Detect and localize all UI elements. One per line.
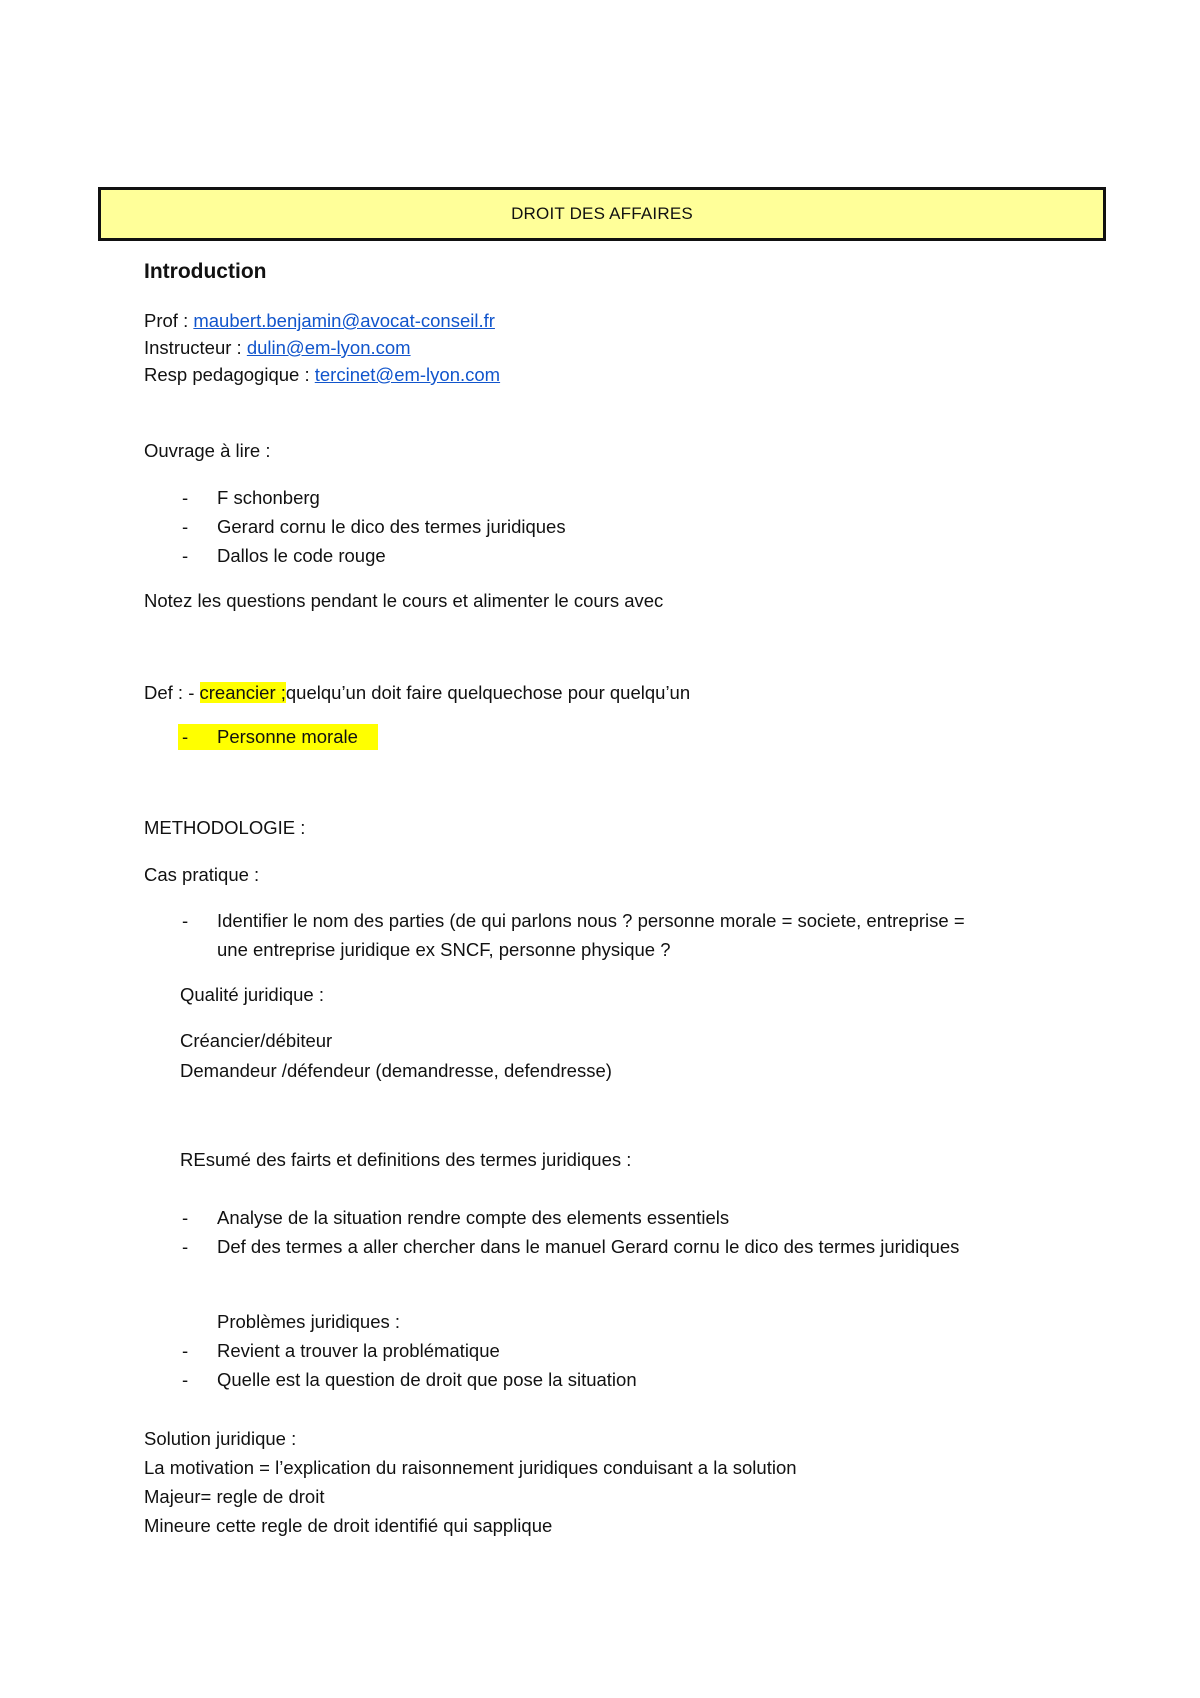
problemes-heading: Problèmes juridiques : <box>217 1311 401 1332</box>
bullet-dash: - <box>182 1236 189 1257</box>
solution-line: Majeur= regle de droit <box>144 1486 325 1507</box>
def-rest: quelqu’un doit faire quelquechose pour quelqu’un <box>285 682 691 703</box>
bullet-dash: - <box>182 726 189 747</box>
problemes-item: Revient a trouver la problématique <box>217 1340 500 1361</box>
ouvrage-item: Dallos le code rouge <box>217 545 386 566</box>
def-line <box>144 680 690 706</box>
creancier-debiteur: Créancier/débiteur <box>180 1030 333 1051</box>
bullet-dash: - <box>182 545 189 566</box>
ouvrage-item: F schonberg <box>217 487 320 508</box>
bullet-dash: - <box>182 1207 189 1228</box>
solution-line: Mineure cette regle de droit identifié qui sapplique <box>144 1515 553 1536</box>
email-link[interactable]: maubert.benjamin@avocat-conseil.fr <box>193 310 495 331</box>
email-link[interactable]: dulin@em-lyon.com <box>246 337 411 358</box>
ouvrage-item: Gerard cornu le dico des termes juridiques <box>217 516 566 537</box>
resume-item: Def des termes a aller chercher dans le manuel Gerard cornu le dico des termes juridiques <box>217 1236 960 1257</box>
resume-item: Analyse de la situation rendre compte des elements essentiels <box>217 1207 730 1228</box>
bullet-dash: - <box>182 487 189 508</box>
resume-heading: REsumé des fairts et definitions des termes juridiques : <box>180 1149 632 1170</box>
solution-heading: Solution juridique : <box>144 1428 297 1449</box>
contact-label: Instructeur : <box>144 337 247 358</box>
problemes-item: Quelle est la question de droit que pose la situation <box>217 1369 637 1390</box>
def-prefix: Def : - <box>144 682 200 703</box>
section-heading: Introduction <box>144 260 267 283</box>
bullet-dash: - <box>182 516 189 537</box>
note-text: Notez les questions pendant le cours et alimenter le cours avec <box>144 590 664 611</box>
contact-prof <box>144 308 495 334</box>
contact-label: Prof : <box>144 310 194 331</box>
highlighted-item <box>178 724 378 750</box>
demandeur-line: Demandeur /défendeur (demandresse, defendresse) <box>180 1060 612 1081</box>
bullet-dash: - <box>182 1369 189 1390</box>
identifier-line: une entreprise juridique ex SNCF, personne physique ? <box>217 939 671 960</box>
email-link[interactable]: tercinet@em-lyon.com <box>314 364 501 385</box>
bullet-dash: - <box>182 1340 189 1361</box>
bullet-dash: - <box>182 910 189 931</box>
qualite-heading: Qualité juridique : <box>180 984 324 1005</box>
identifier-line: Identifier le nom des parties (de qui parlons nous ? personne morale = societe, entreprise = <box>217 910 965 931</box>
highlighted-term: creancier ; <box>199 682 286 703</box>
document-title-box <box>98 187 1106 241</box>
methodologie-heading: METHODOLOGIE : <box>144 817 306 838</box>
solution-line: La motivation = l’explication du raisonnement juridiques conduisant a la solution <box>144 1457 797 1478</box>
ouvrage-label: Ouvrage à lire : <box>144 440 271 461</box>
contact-resp <box>144 362 500 388</box>
document-title: DROIT DES AFFAIRES <box>511 204 693 223</box>
def-item: Personne morale <box>217 726 358 747</box>
cas-pratique-heading: Cas pratique : <box>144 864 260 885</box>
contact-instructeur <box>144 335 411 361</box>
contact-label: Resp pedagogique : <box>144 364 315 385</box>
